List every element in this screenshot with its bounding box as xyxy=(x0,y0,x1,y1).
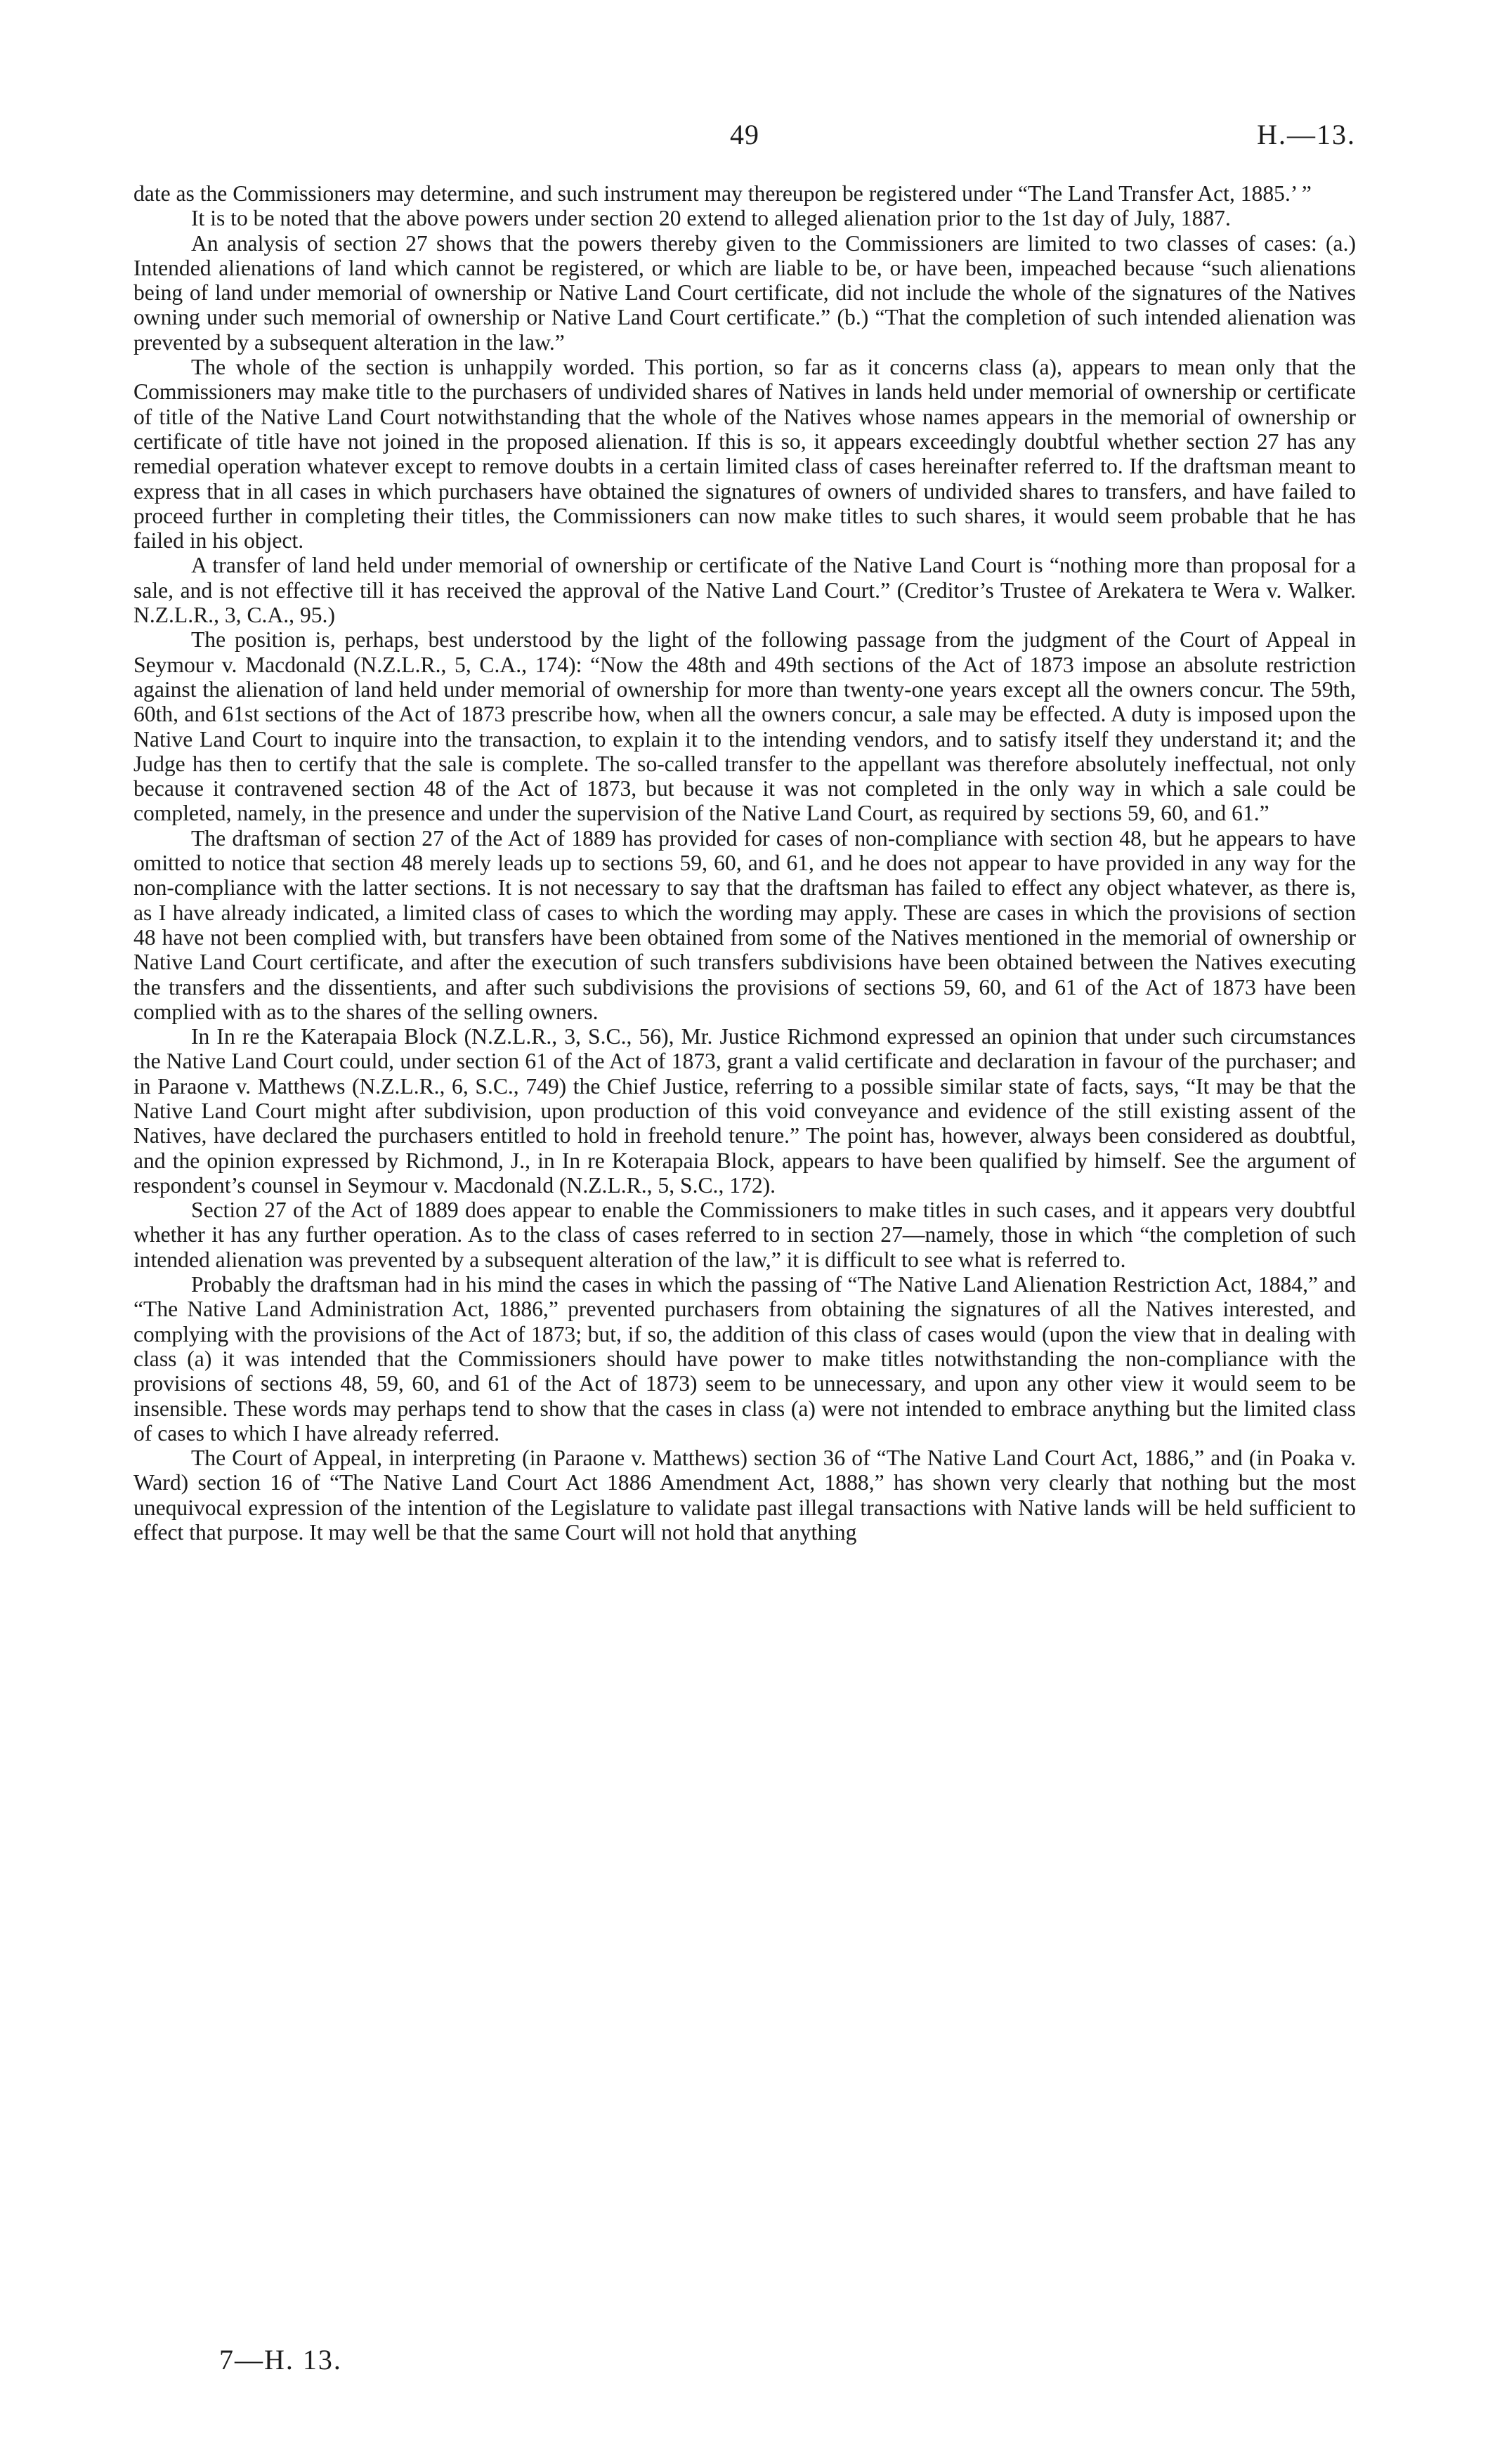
paragraph: Probably the draftsman had in his mind the cases in which the passing of “The Native Land Alienation Restriction Act, 1884,” and “The Native Land Administration Act, 1886,” prevented purchasers from obtaining the signatures of all the Natives interested, and complying with the provisions of the Act of 1873; but, if so, the addition of this class of cases would (upon the view that in dealing with class (a) it was intended that the Commissioners should have power to make titles notwithstanding the non-compliance with the provisions of sections 48, 59, 60, and 61 of the Act of 1873) seem to be unnecessary, and upon any other view it would seem to be insensible. These words may perhaps tend to show that the cases in class (a) were not intended to embrace anything but the limited class of cases to which I have already referred. xyxy=(133,1272,1356,1446)
document-reference: H.—13. xyxy=(1257,119,1356,150)
page-signature: 7—H. 13. xyxy=(219,2344,342,2375)
paragraph: The position is, perhaps, best understood by the light of the following passage from the judgment of the Court of Appeal in Seymour v. Macdonald (N.Z.L.R., 5, C.A., 174): “Now the 48th and 49th sections of the Act of 1873 impose an absolute restriction against the alienation of land held under memorial of ownership for more than twenty-one years except all the owners concur. The 59th, 60th, and 61st sections of the Act of 1873 prescribe how, when all the owners concur, a sale may be effected. A duty is imposed upon the Native Land Court to inquire into the transaction, to explain it to the intending vendors, and to satisfy itself they understand it; and the Judge has then to certify that the sale is complete. The so-called transfer to the appellant was therefore absolutely ineffectual, not only because it contravened section 48 of the Act of 1873, but because it was not completed in the only way in which a sale could be completed, namely, in the presence and under the supervision of the Native Land Court, as required by sections 59, 60, and 61.” xyxy=(133,627,1356,826)
paragraph: The Court of Appeal, in interpreting (in Paraone v. Matthews) section 36 of “The Native Land Court Act, 1886,” and (in Poaka v. Ward) section 16 of “The Native Land Court Act 1886 Amendment Act, 1888,” has shown very clearly that nothing but the most unequivocal expression of the intention of the Legislature to validate past illegal transactions with Native lands will be held sufficient to effect that purpose. It may well be that the same Court will not hold that anything xyxy=(133,1446,1356,1545)
paragraph: It is to be noted that the above powers under section 20 extend to alleged alienation prior to the 1st day of July, 1887. xyxy=(191,206,1231,231)
paragraph-continued: date as the Commissioners may determine, and such instrument may thereupon be registered under “The Land Transfer Act, 1885.’ ” xyxy=(133,181,1312,206)
page-header xyxy=(133,118,1356,155)
page-number: 49 xyxy=(730,119,759,150)
paragraph: In In re the Katerapaia Block (N.Z.L.R., 3, S.C., 56), Mr. Justice Richmond expressed an opinion that under such circumstances the Native Land Court could, under section 61 of the Act of 1873, grant a valid certificate and declaration in favour of the purchaser; and in Paraone v. Matthews (N.Z.L.R., 6, S.C., 749) the Chief Justice, referring to a possible similar state of facts, says, “It may be that the Native Land Court might after subdivision, upon production of this void conveyance and evidence of the still existing assent of the Natives, have declared the purchasers entitled to hold in freehold tenure.” The point has, however, always been considered as doubtful, and the opinion expressed by Richmond, J., in In re Koterapaia Block, appears to have been qualified by himself. See the argument of respondent’s counsel in Seymour v. Macdonald (N.Z.L.R., 5, S.C., 172). xyxy=(133,1024,1356,1198)
paragraph: An analysis of section 27 shows that the powers thereby given to the Commissioners are limited to two classes of cases: (a.) Intended alienations of land which cannot be registered, or which are liable to be, or have been, impeached because “such alienations being of land under memorial of ownership or Native Land Court certificate, did not include the whole of the signatures of the Natives owning under such memorial of ownership or Native Land Court certificate.” (b.) “That the completion of such intended alienation was prevented by a subsequent alteration in the law.” xyxy=(133,230,1356,355)
document-body xyxy=(133,181,1356,1545)
paragraph: The draftsman of section 27 of the Act of 1889 has provided for cases of non-compliance with section 48, but he appears to have omitted to notice that section 48 merely leads up to sections 59, 60, and 61, and he does not appear to have provided in any way for the non-compliance with the latter sections. It is not necessary to say that the draftsman has failed to effect any object whatever, as there is, as I have already indicated, a limited class of cases to which the wording may apply. These are cases in which the provisions of section 48 have not been complied with, but transfers have been obtained from some of the Natives mentioned in the memorial of ownership or Native Land Court certificate, and after the execution of such transfers subdivisions have been obtained between the Natives executing the transfers and the dissentients, and after such subdivisions the provisions of sections 59, 60, and 61 of the Act of 1873 have been complied with as to the shares of the selling owners. xyxy=(133,825,1356,1024)
paragraph: A transfer of land held under memorial of ownership or certificate of the Native Land Court is “nothing more than proposal for a sale, and is not effective till it has received the approval of the Native Land Court.” (Creditor’s Trustee of Arekatera te Wera v. Walker. N.Z.L.R., 3, C.A., 95.) xyxy=(133,553,1356,628)
paragraph: The whole of the section is unhappily worded. This portion, so far as it concerns class (a), appears to mean only that the Commissioners may make title to the purchasers of undivided shares of Natives in lands held under memorial of ownership or certificate of title of the Native Land Court notwithstanding that the whole of the Natives whose names appears in the memorial of ownership or certificate of title have not joined in the proposed alienation. If this is so, it appears exceedingly doubtful whether section 27 has any remedial operation whatever except to remove doubts in a certain limited class of cases hereinafter referred to. If the draftsman meant to express that in all cases in which purchasers have obtained the signatures of owners of undivided shares to transfers, and have failed to proceed further in completing their titles, the Commissioners can now make titles to such shares, it would seem probable that he has failed in his object. xyxy=(133,355,1356,553)
paragraph: Section 27 of the Act of 1889 does appear to enable the Commissioners to make titles in such cases, and it appears very doubtful whether it has any further operation. As to the class of cases referred to in section 27—namely, those in which “the completion of such intended alienation was prevented by a subsequent alteration of the law,” it is difficult to see what is referred to. xyxy=(133,1198,1356,1272)
